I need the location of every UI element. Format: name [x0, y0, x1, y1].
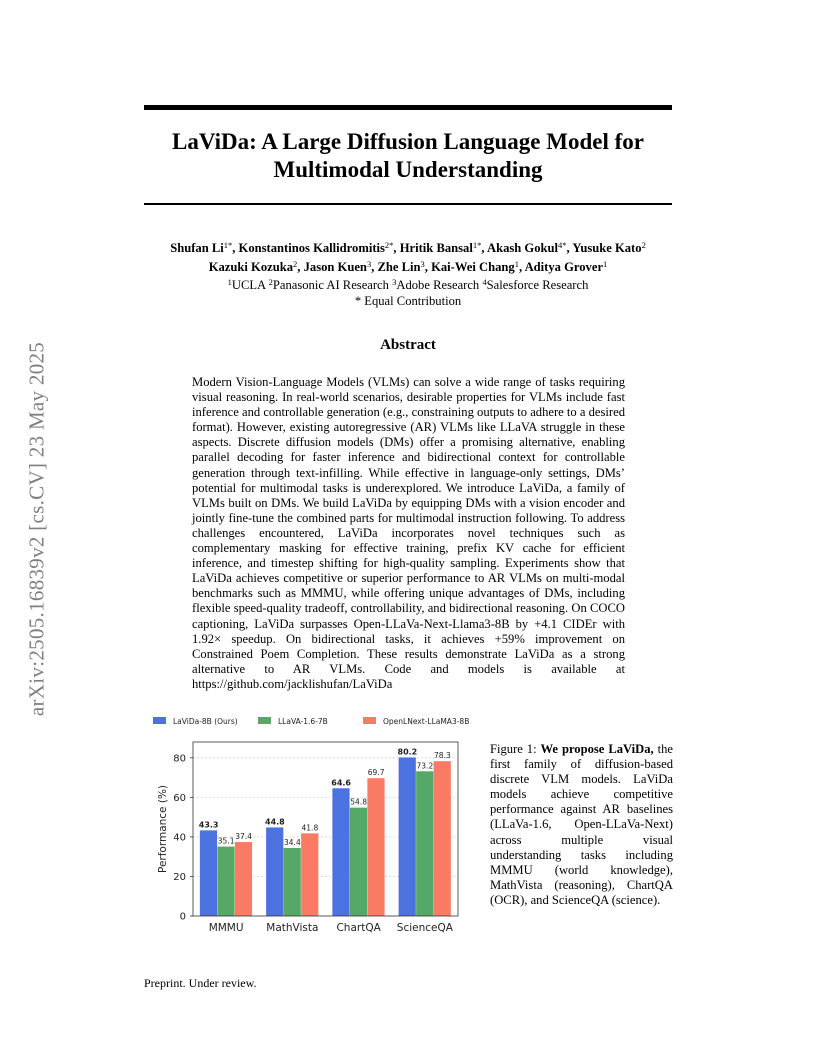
- bar-value-label: 80.2: [397, 747, 418, 757]
- bar: [200, 830, 217, 916]
- title-top-rule: [144, 105, 672, 110]
- legend-swatch: [363, 717, 376, 724]
- author-line-2: Kazuki Kozuka$^2$, Jason Kuen$^3$, Zhe Lin$^3$, Kai-Wei Chang$^1$, Aditya Grover$^1$: [208, 258, 608, 274]
- x-tick-label: ChartQA: [336, 922, 381, 934]
- y-tick-label: 20: [173, 871, 186, 883]
- bar: [266, 827, 283, 916]
- y-axis-label: Performance (%): [157, 784, 169, 874]
- author-affil: 2: [293, 258, 298, 269]
- author-name: Akash Gokul: [486, 241, 559, 255]
- author-block: [120, 238, 696, 309]
- author-name: Zhe Lin: [377, 259, 421, 274]
- bar: [284, 848, 301, 916]
- y-tick-label: 60: [173, 792, 186, 804]
- bar: [301, 833, 318, 916]
- x-tick-label: MathVista: [266, 922, 319, 934]
- author-affil: 1: [514, 258, 519, 269]
- bar: [416, 771, 433, 916]
- author-affil: 1*: [223, 240, 233, 250]
- bar: [217, 847, 234, 916]
- author-line-1: Shufan $Li^{1*}$, Konstantinos Kallidromitis$^{2*}$, Hritik Bansal$^{1*}$, Akash Gokul$^{4*}$, Yusuke Kato$^2$: [170, 240, 646, 255]
- bar-value-label: 41.8: [301, 823, 319, 833]
- caption-text: the first family of diffusion-based discrete VLM models. LaViDa models achieve competitive performance against AR baselines (LLaVa-1.6, Open-LLaVa-Next) across multiple visual understanding tasks including MMMU (world knowledge), MathVista (reasoning), ChartQA (OCR), and ScienceQA (science).: [490, 742, 673, 907]
- title-bottom-rule: [144, 203, 672, 205]
- bar: [235, 842, 252, 916]
- legend-swatch: [153, 717, 166, 724]
- author-affil: 3: [420, 258, 425, 269]
- abstract-heading: Abstract: [380, 337, 436, 353]
- author-affil: 3: [366, 258, 372, 269]
- bar: [332, 788, 349, 916]
- author-affil: 2: [641, 240, 646, 250]
- bar-value-label: 69.7: [367, 768, 385, 778]
- bar: [350, 808, 367, 916]
- figure-1-chart: [145, 710, 475, 942]
- y-tick-label: 40: [173, 832, 186, 844]
- bar-value-label: 73.2: [416, 761, 434, 771]
- legend-label: OpenLNext-LLaMA3-8B: [383, 717, 470, 726]
- y-tick-label: 80: [173, 753, 186, 765]
- author-name: Shufan Li: [170, 241, 224, 255]
- x-tick-label: ScienceQA: [396, 922, 453, 934]
- bar-value-label: 78.3: [434, 751, 451, 761]
- footer-note: Preprint. Under review.: [144, 976, 257, 990]
- bar-value-label: 37.4: [235, 832, 252, 842]
- legend-swatch: [258, 717, 271, 724]
- arxiv-id-text: arXiv:2505.16839v2 [cs.CV] 23 May 2025: [24, 341, 49, 717]
- caption-bold: We propose LaViDa,: [540, 742, 654, 756]
- bar: [367, 778, 384, 916]
- bar-value-label: 64.6: [331, 778, 351, 788]
- author-name: Yusuke Kato: [572, 241, 642, 255]
- paper-title: [144, 128, 672, 184]
- bar: [434, 761, 451, 916]
- bar-value-label: 43.3: [198, 820, 219, 830]
- bar-value-label: 35.1: [217, 836, 235, 846]
- legend-label: LLaVA-1.6-7B: [278, 717, 328, 726]
- arxiv-identifier: [12, 284, 62, 774]
- author-name: Kazuki Kozuka: [208, 259, 294, 274]
- equal-contribution-note: * Equal Contribution: [354, 293, 462, 308]
- author-name: Kai-Wei Chang: [431, 259, 515, 274]
- x-tick-label: MMMU: [208, 922, 244, 934]
- figure-1-caption: [490, 742, 673, 908]
- bar-value-label: 44.8: [265, 817, 285, 827]
- affiliations: $^1$UCLA $^2$Panasonic AI Research $^3$Adobe Research $^4$Salesforce Research: [227, 277, 589, 292]
- title-line-1: LaViDa: A Large Diffusion Language Model for: [172, 129, 644, 154]
- bar-value-label: 34.4: [284, 837, 301, 847]
- author-affil: 4*: [558, 240, 567, 250]
- bar-value-label: 54.8: [350, 797, 367, 807]
- author-name: Hritik Bansal: [399, 241, 473, 255]
- author-name: Aditya Grover: [524, 259, 604, 274]
- y-tick-label: 0: [179, 911, 186, 923]
- author-name: Konstantinos Kallidromitis: [238, 241, 385, 255]
- author-affil: 2*: [384, 240, 394, 250]
- abstract-body: Modern Vision-Language Models (VLMs) can solve a wide range of tasks requiring visual reasoning. In real-world scenarios, desirable properties for VLMs include fast inference and controllable generation (e.g., constraining outputs to adhere to a desired format). However, existing autoregressive (AR) VLMs like LLaVA struggle in these aspects. Discrete diffusion models (DMs) offer a promising alternative, enabling parallel decoding for faster inference and bidirectional context for controllable generation through text-infilling. While effective in language-only settings, DMs’ potential for multimodal tasks is underexplored. We introduce LaViDa, a family of VLMs built on DMs. We build LaViDa by equipping DMs with a vision encoder and jointly fine-tune the combined parts for multimodal instruction following. To address challenges encountered, LaViDa incorporates novel techniques such as complementary masking for effective training, prefix KV cache for efficient inference, and timestep shifting for high-quality sampling. Experiments show that LaViDa achieves competitive or superior performance to AR VLMs on multi-modal benchmarks such as MMMU, while offering unique advantages of DMs, including flexible speed-quality tradeoff, controllability, and bidirectional reasoning. On COCO captioning, LaViDa surpasses Open-LLaVa-Next-Llama3-8B by +4.1 CIDEr with 1.92× speedup. On bidirectional tasks, it achieves +59% improvement on Constrained Poem Completion. These results demonstrate LaViDa as a strong alternative to AR VLMs. Code and models is available at https://github.com/jacklishufan/LaViDa: [192, 375, 625, 691]
- author-affil: 1*: [472, 240, 482, 250]
- bar: [399, 757, 416, 916]
- author-affil: 1: [603, 258, 608, 269]
- bar-chart-svg: [145, 710, 475, 942]
- legend-label: LaViDa-8B (Ours): [173, 717, 238, 726]
- caption-label: Figure 1:: [490, 742, 537, 756]
- author-name: Jason Kuen: [303, 259, 367, 274]
- title-line-2: Multimodal Understanding: [273, 157, 543, 182]
